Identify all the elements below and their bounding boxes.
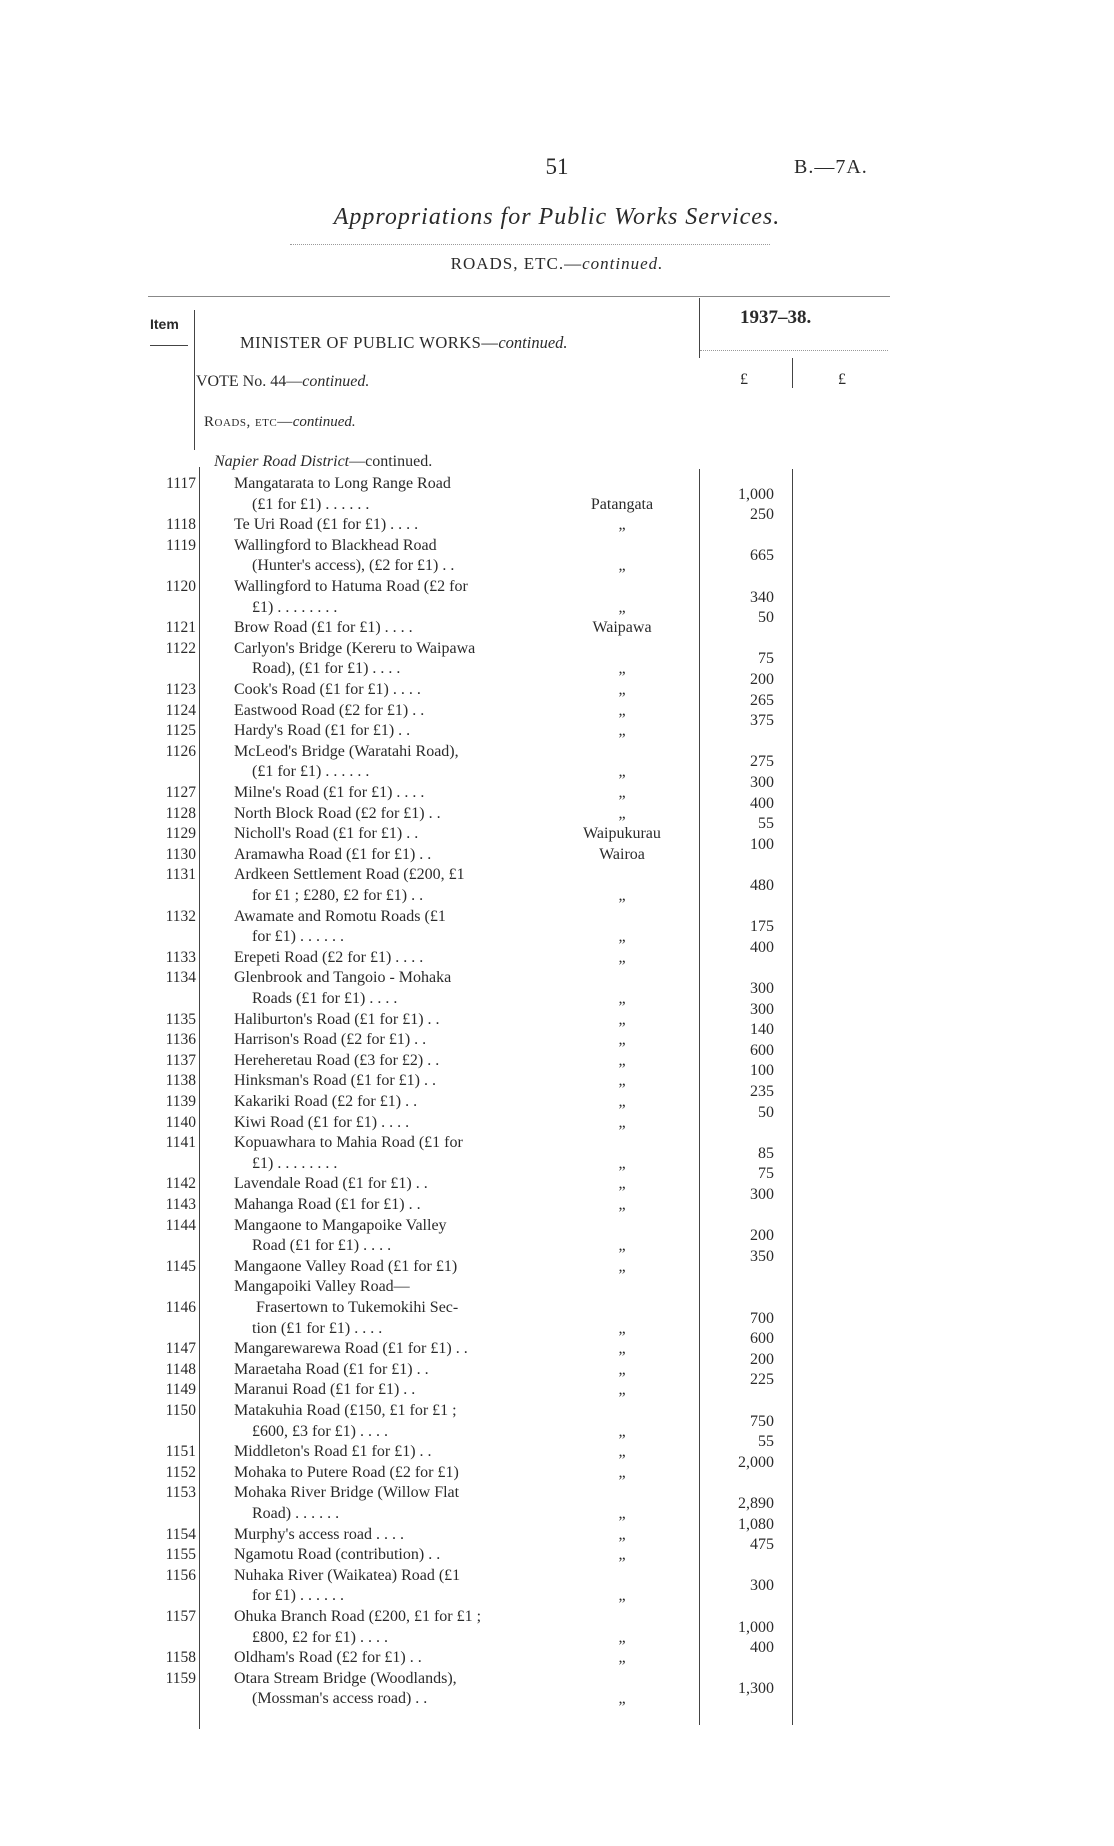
amount: 235 bbox=[750, 1083, 774, 1100]
item-description: Maraetaha Road (£1 for £1) . . bbox=[234, 1360, 429, 1378]
locality: „ bbox=[618, 701, 626, 719]
item-number: 1134 bbox=[165, 969, 196, 987]
item-description: Lavendale Road (£1 for £1) . . bbox=[234, 1175, 428, 1193]
item-description: Glenbrook and Tangoio - Mohaka bbox=[234, 969, 452, 987]
item-description: Ngamotu Road (contribution) . . bbox=[234, 1546, 441, 1564]
item-number: 1155 bbox=[165, 1546, 196, 1564]
district-heading-main: Napier Road District bbox=[214, 453, 350, 470]
amount: 200 bbox=[750, 671, 774, 688]
section-title bbox=[0, 254, 1114, 274]
item-description: Haliburton's Road (£1 for £1) . . bbox=[234, 1010, 440, 1028]
item-description: Road (£1 for £1) . . . . bbox=[252, 1237, 392, 1255]
item-description: Aramawha Road (£1 for £1) . . bbox=[234, 845, 432, 863]
district-heading bbox=[214, 453, 432, 471]
item-number: 1158 bbox=[165, 1649, 196, 1667]
item-number: 1131 bbox=[165, 866, 196, 884]
locality: „ bbox=[618, 1010, 626, 1028]
locality: „ bbox=[618, 990, 626, 1007]
item-description: Ohuka Branch Road (£200, £1 for £1 ; bbox=[234, 1608, 482, 1625]
item-header-rule bbox=[150, 345, 188, 346]
item-description: Matakuhia Road (£150, £1 for £1 ; bbox=[234, 1402, 457, 1419]
item-description: for £1) . . . . . . bbox=[252, 1587, 344, 1605]
locality: „ bbox=[618, 1525, 626, 1543]
item-number: 1146 bbox=[165, 1299, 196, 1316]
page-title: Appropriations for Public Works Services. bbox=[333, 204, 781, 230]
amount: 100 bbox=[750, 835, 774, 853]
amount: 1,000 bbox=[738, 1618, 774, 1636]
locality: „ bbox=[618, 516, 626, 534]
item-number: 1141 bbox=[165, 1134, 196, 1152]
item-column-rule bbox=[199, 467, 200, 1729]
locality: Waipukurau bbox=[583, 825, 661, 843]
item-description: Road), (£1 for £1) . . . . bbox=[252, 660, 401, 678]
item-description: Carlyon's Bridge (Kereru to Waipawa bbox=[234, 639, 476, 657]
item-description: Hardy's Road (£1 for £1) . . bbox=[234, 722, 411, 740]
locality: „ bbox=[618, 1113, 626, 1131]
item-number: 1121 bbox=[165, 619, 196, 637]
item-description: Erepeti Road (£2 for £1) . . . . bbox=[234, 948, 424, 966]
section-title-main: ROADS, ETC.— bbox=[450, 254, 583, 273]
item-number: 1127 bbox=[165, 784, 196, 801]
item-number: 1130 bbox=[165, 845, 196, 863]
item-number: 1119 bbox=[166, 536, 196, 554]
item-number: 1159 bbox=[165, 1669, 196, 1687]
amount: 1,080 bbox=[738, 1515, 774, 1533]
item-description: for £1 ; £280, £2 for £1) . . bbox=[252, 887, 424, 904]
amount: 200 bbox=[750, 1227, 774, 1245]
item-description: Oldham's Road (£2 for £1) . . bbox=[234, 1649, 422, 1667]
item-description: Kakariki Road (£2 for £1) . . bbox=[234, 1093, 418, 1110]
item-description: Wallingford to Blackhead Road bbox=[234, 536, 437, 554]
pound-symbol-1: £ bbox=[740, 371, 748, 388]
roads-subheading-main: Roads, etc— bbox=[204, 414, 293, 430]
item-description: Mangaone to Mangapoike Valley bbox=[234, 1216, 447, 1234]
item-description: Frasertown to Tukemokihi Sec- bbox=[256, 1299, 459, 1316]
item-number: 1142 bbox=[165, 1175, 196, 1193]
amount: 400 bbox=[750, 1639, 774, 1657]
item-number: 1147 bbox=[165, 1340, 196, 1358]
amount: 750 bbox=[750, 1412, 774, 1430]
locality: „ bbox=[618, 763, 626, 781]
locality: „ bbox=[618, 784, 626, 801]
roads-subheading-cont: continued. bbox=[292, 414, 356, 430]
vote-heading bbox=[196, 373, 369, 391]
item-number: 1151 bbox=[165, 1443, 196, 1461]
item-description: £1) . . . . . . . . bbox=[252, 1154, 338, 1172]
item-description: Brow Road (£1 for £1) . . . . bbox=[234, 619, 413, 637]
amount: 375 bbox=[750, 712, 774, 730]
locality: „ bbox=[618, 1340, 626, 1358]
amount: 665 bbox=[750, 547, 774, 565]
amount-column-rule-right bbox=[792, 469, 793, 1725]
locality: „ bbox=[618, 557, 626, 575]
locality: „ bbox=[618, 1237, 626, 1255]
item-description: £1) . . . . . . . . bbox=[252, 598, 338, 616]
document-reference: B.—7A. bbox=[794, 156, 868, 178]
amount: 400 bbox=[750, 938, 774, 956]
item-number: 1123 bbox=[165, 681, 196, 698]
locality: „ bbox=[618, 1319, 626, 1337]
amount: 50 bbox=[758, 1103, 774, 1121]
item-number: 1124 bbox=[165, 701, 196, 719]
amount: 200 bbox=[750, 1350, 774, 1368]
item-number: 1126 bbox=[165, 742, 196, 760]
item-description: Wallingford to Hatuma Road (£2 for bbox=[234, 578, 468, 595]
locality: „ bbox=[618, 1649, 626, 1667]
item-number: 1143 bbox=[165, 1196, 196, 1213]
locality: Patangata bbox=[590, 495, 654, 513]
item-number: 1118 bbox=[166, 516, 196, 534]
minister-heading bbox=[240, 333, 568, 353]
section-title-cont: continued. bbox=[582, 254, 664, 273]
vote-heading-cont: continued. bbox=[302, 373, 370, 390]
item-number: 1120 bbox=[165, 578, 196, 595]
minister-heading-main: MINISTER OF PUBLIC WORKS— bbox=[240, 333, 499, 352]
minister-heading-cont: continued. bbox=[498, 333, 568, 352]
item-description: Mangatarata to Long Range Road bbox=[234, 475, 451, 492]
item-column-rule-top bbox=[194, 310, 195, 450]
locality: „ bbox=[618, 887, 626, 904]
item-number: 1117 bbox=[166, 475, 196, 492]
page-number: 51 bbox=[545, 154, 569, 179]
item-description: Te Uri Road (£1 for £1) . . . . bbox=[234, 516, 419, 534]
locality: „ bbox=[618, 948, 626, 966]
item-description: Kopuawhara to Mahia Road (£1 for bbox=[234, 1134, 463, 1152]
locality: „ bbox=[618, 1690, 626, 1708]
item-number: 1128 bbox=[165, 804, 196, 822]
item-number: 1145 bbox=[165, 1257, 196, 1275]
amount: 350 bbox=[750, 1247, 774, 1265]
item-description: Hinksman's Road (£1 for £1) . . bbox=[234, 1072, 436, 1090]
item-number: 1136 bbox=[165, 1031, 196, 1049]
amount: 400 bbox=[750, 794, 774, 812]
amount: 175 bbox=[750, 918, 774, 936]
amount: 1,000 bbox=[738, 485, 774, 503]
amount: 50 bbox=[758, 609, 774, 627]
amount: 475 bbox=[750, 1536, 774, 1554]
amount: 300 bbox=[750, 1000, 774, 1018]
amount: 2,890 bbox=[738, 1495, 774, 1512]
locality: Waipawa bbox=[592, 619, 652, 637]
locality: „ bbox=[618, 598, 626, 616]
item-description: Ardkeen Settlement Road (£200, £1 bbox=[234, 866, 465, 884]
locality: „ bbox=[618, 1093, 626, 1110]
locality: „ bbox=[618, 1031, 626, 1049]
item-number: 1153 bbox=[165, 1484, 196, 1502]
amount: 100 bbox=[750, 1062, 774, 1080]
item-number: 1144 bbox=[165, 1216, 196, 1234]
item-description: Road) . . . . . . bbox=[252, 1505, 340, 1522]
roads-subheading bbox=[204, 414, 356, 431]
item-description: £800, £2 for £1) . . . . bbox=[252, 1628, 388, 1646]
table-top-rule bbox=[148, 296, 890, 297]
vote-heading-main: VOTE No. 44— bbox=[196, 373, 303, 390]
item-description: Harrison's Road (£2 for £1) . . bbox=[234, 1031, 427, 1049]
title-rule bbox=[290, 244, 770, 245]
amount: 300 bbox=[750, 774, 774, 791]
amount: 300 bbox=[750, 980, 774, 997]
item-description: Otara Stream Bridge (Woodlands), bbox=[234, 1669, 457, 1687]
amount: 225 bbox=[750, 1371, 774, 1389]
item-number: 1122 bbox=[165, 639, 196, 657]
amount: 340 bbox=[750, 588, 774, 606]
item-number: 1148 bbox=[165, 1360, 196, 1378]
amount: 300 bbox=[750, 1186, 774, 1203]
amount: 85 bbox=[758, 1144, 774, 1162]
item-number: 1135 bbox=[165, 1010, 196, 1028]
item-description: Mangarewarewa Road (£1 for £1) . . bbox=[234, 1340, 468, 1358]
locality: „ bbox=[618, 660, 626, 678]
item-description: for £1) . . . . . . bbox=[252, 928, 344, 946]
amount: 700 bbox=[750, 1309, 774, 1327]
item-description: Mangapoiki Valley Road— bbox=[234, 1278, 410, 1296]
amount: 55 bbox=[758, 815, 774, 833]
amount: 55 bbox=[758, 1433, 774, 1451]
locality: „ bbox=[618, 1196, 626, 1213]
item-number: 1125 bbox=[165, 722, 196, 740]
pound-column-rule bbox=[792, 358, 793, 388]
item-description: Maranui Road (£1 for £1) . . bbox=[234, 1381, 416, 1399]
item-number: 1133 bbox=[165, 948, 196, 966]
amount: 75 bbox=[758, 650, 774, 668]
item-description: (£1 for £1) . . . . . . bbox=[252, 763, 370, 781]
item-description: Mahanga Road (£1 for £1) . . bbox=[234, 1196, 421, 1213]
item-description: Awamate and Romotu Roads (£1 bbox=[234, 907, 446, 925]
year-column-rule bbox=[699, 298, 700, 358]
item-description: North Block Road (£2 for £1) . . bbox=[234, 804, 441, 822]
year-header-rule bbox=[700, 350, 888, 351]
amount: 480 bbox=[750, 877, 774, 894]
locality: „ bbox=[618, 1154, 626, 1172]
locality: „ bbox=[618, 928, 626, 946]
item-number: 1138 bbox=[165, 1072, 196, 1090]
amount: 2,000 bbox=[738, 1453, 774, 1471]
item-description: Roads (£1 for £1) . . . . bbox=[252, 990, 398, 1007]
amount: 140 bbox=[750, 1021, 774, 1039]
pound-symbol-2: £ bbox=[838, 371, 846, 388]
locality: „ bbox=[618, 1422, 626, 1440]
item-column-header: Item bbox=[150, 316, 179, 332]
item-description: Cook's Road (£1 for £1) . . . . bbox=[234, 681, 421, 698]
year-column-header: 1937–38. bbox=[740, 307, 812, 328]
locality: „ bbox=[618, 1360, 626, 1378]
item-description: Milne's Road (£1 for £1) . . . . bbox=[234, 784, 425, 801]
item-number: 1157 bbox=[165, 1608, 196, 1625]
amount: 1,300 bbox=[738, 1680, 774, 1698]
locality: „ bbox=[618, 722, 626, 740]
item-description: Kiwi Road (£1 for £1) . . . . bbox=[234, 1113, 410, 1131]
item-description: (Mossman's access road) . . bbox=[252, 1690, 428, 1708]
item-number: 1139 bbox=[165, 1093, 196, 1110]
item-description: Mohaka to Putere Road (£2 for £1) bbox=[234, 1463, 459, 1481]
item-number: 1140 bbox=[165, 1113, 196, 1131]
item-number: 1149 bbox=[165, 1381, 196, 1399]
locality: „ bbox=[618, 1505, 626, 1522]
locality: „ bbox=[618, 1587, 626, 1605]
item-number: 1154 bbox=[165, 1525, 196, 1543]
item-number: 1137 bbox=[165, 1051, 196, 1069]
amount: 75 bbox=[758, 1165, 774, 1183]
district-heading-cont: —continued. bbox=[349, 453, 433, 470]
locality: „ bbox=[618, 1628, 626, 1646]
item-description: Nuhaka River (Waikatea) Road (£1 bbox=[234, 1566, 461, 1584]
amount: 265 bbox=[750, 691, 774, 709]
locality: „ bbox=[618, 681, 626, 698]
locality: Wairoa bbox=[599, 845, 645, 863]
item-number: 1150 bbox=[165, 1402, 196, 1419]
item-number: 1129 bbox=[165, 825, 196, 843]
locality: „ bbox=[618, 1051, 626, 1069]
amount-column-rule-left bbox=[699, 469, 700, 1725]
locality: „ bbox=[618, 804, 626, 822]
item-description: Nicholl's Road (£1 for £1) . . bbox=[234, 825, 419, 843]
item-description: Murphy's access road . . . . bbox=[234, 1525, 404, 1543]
amount: 300 bbox=[750, 1577, 774, 1595]
item-description: Mohaka River Bridge (Willow Flat bbox=[234, 1484, 460, 1502]
amount: 250 bbox=[750, 506, 774, 524]
amount: 275 bbox=[750, 753, 774, 771]
locality: „ bbox=[618, 1443, 626, 1461]
item-number: 1156 bbox=[165, 1566, 196, 1584]
locality: „ bbox=[618, 1257, 626, 1275]
locality: „ bbox=[618, 1463, 626, 1481]
locality: „ bbox=[618, 1175, 626, 1193]
locality: „ bbox=[618, 1072, 626, 1090]
item-description: Middleton's Road £1 for £1) . . bbox=[234, 1443, 432, 1461]
item-description: tion (£1 for £1) . . . . bbox=[252, 1319, 383, 1337]
locality: „ bbox=[618, 1546, 626, 1564]
item-number: 1132 bbox=[165, 907, 196, 925]
amount: 600 bbox=[750, 1041, 774, 1059]
item-description: (£1 for £1) . . . . . . bbox=[252, 495, 370, 513]
item-description: Hereheretau Road (£3 for £2) . . bbox=[234, 1051, 440, 1069]
item-description: McLeod's Bridge (Waratahi Road), bbox=[234, 742, 459, 760]
item-description: £600, £3 for £1) . . . . bbox=[252, 1422, 388, 1440]
item-description: Eastwood Road (£2 for £1) . . bbox=[234, 701, 425, 719]
amount: 600 bbox=[750, 1330, 774, 1348]
item-number: 1152 bbox=[165, 1463, 196, 1481]
item-description: Mangaone Valley Road (£1 for £1) bbox=[234, 1257, 458, 1275]
locality: „ bbox=[618, 1381, 626, 1399]
item-description: (Hunter's access), (£2 for £1) . . bbox=[252, 557, 455, 575]
